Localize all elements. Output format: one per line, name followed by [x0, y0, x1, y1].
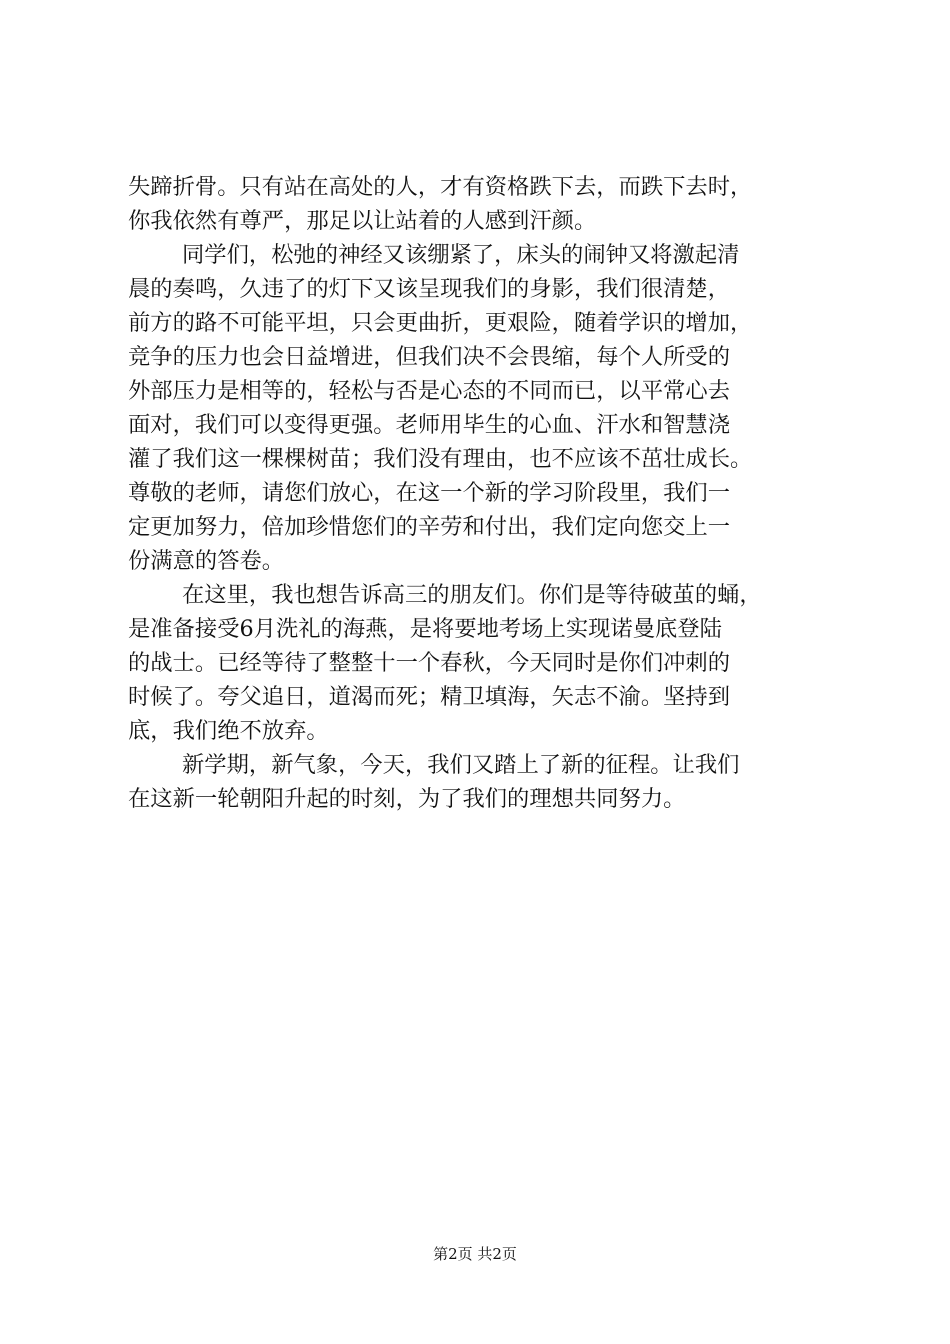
text-line: 前方的路不可能平坦，只会更曲折，更艰险，随着学识的增加，: [128, 310, 753, 336]
text-line: 是准备接受6月洗礼的海燕，是将要地考场上实现诺曼底登陆: [128, 616, 722, 642]
paragraph-start-line: 同学们，松弛的神经又该绷紧了，床头的闹钟又将激起清: [182, 242, 740, 268]
text-line: 外部压力是相等的，轻松与否是心态的不同而已，以平常心去: [128, 378, 731, 404]
text-line: 的战士。已经等待了整整十一个春秋，今天同时是你们冲刺的: [128, 650, 731, 676]
text-line: 竞争的压力也会日益增进，但我们决不会畏缩，每个人所受的: [128, 344, 731, 370]
text-line: 晨的奏鸣，久违了的灯下又该呈现我们的身影，我们很清楚，: [128, 276, 731, 302]
text-line: 定更加努力，倍加珍惜您们的辛劳和付出，我们定向您交上一: [128, 514, 731, 540]
text-line: 失蹄折骨。只有站在高处的人，才有资格跌下去，而跌下去时，: [128, 174, 753, 200]
text-line: 时候了。夸父追日，道渴而死；精卫填海，矢志不渝。坚持到: [128, 684, 731, 710]
page-footer: 第2页 共2页: [433, 1245, 517, 1263]
text-line: 灌了我们这一棵棵树苗；我们没有理由，也不应该不茁壮成长。: [128, 446, 753, 472]
text-line: 你我依然有尊严，那足以让站着的人感到汗颜。: [128, 208, 597, 234]
paragraph-start-line: 新学期，新气象，今天，我们又踏上了新的征程。让我们: [182, 752, 740, 778]
text-line: 尊敬的老师，请您们放心，在这一个新的学习阶段里，我们一: [128, 480, 731, 506]
text-line: 面对，我们可以变得更强。老师用毕生的心血、汗水和智慧浇: [128, 412, 731, 438]
text-line: 底，我们绝不放弃。: [128, 718, 329, 744]
paragraph-start-line: 在这里，我也想告诉高三的朋友们。你们是等待破茧的蛹，: [182, 582, 762, 608]
text-line: 在这新一轮朝阳升起的时刻，为了我们的理想共同努力。: [128, 786, 686, 812]
body-text: [128, 170, 840, 816]
text-line: 份满意的答卷。: [128, 548, 285, 574]
